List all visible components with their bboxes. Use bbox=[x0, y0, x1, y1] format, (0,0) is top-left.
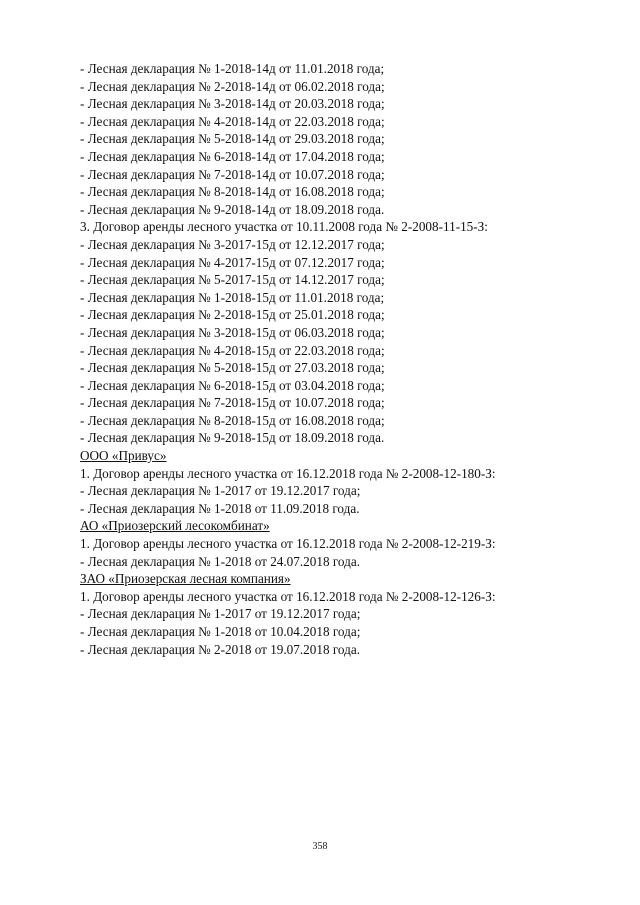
lease-agreement-line: 3. Договор аренды лесного участка от 10.11.2008 года № 2-2008-11-15-З: bbox=[80, 219, 488, 235]
company-heading: АО «Приозерский лесокомбинат» bbox=[80, 518, 270, 534]
declaration-line: - Лесная декларация № 1-2018 от 11.09.2018 года. bbox=[80, 500, 360, 516]
declaration-line: - Лесная декларация № 5-2017-15д от 14.12.2017 года; bbox=[80, 272, 385, 288]
company-heading: ЗАО «Приозерская лесная компания» bbox=[80, 571, 291, 587]
declaration-line: - Лесная декларация № 1-2017 от 19.12.2017 года; bbox=[80, 606, 361, 622]
declaration-line: - Лесная декларация № 4-2018-15д от 22.03.2018 года; bbox=[80, 342, 385, 358]
declaration-line: - Лесная декларация № 5-2018-15д от 27.03.2018 года; bbox=[80, 360, 385, 376]
declaration-line: - Лесная декларация № 9-2018-15д от 18.09.2018 года. bbox=[80, 430, 385, 446]
declaration-line: - Лесная декларация № 8-2018-14д от 16.08.2018 года; bbox=[80, 184, 385, 200]
declaration-line: - Лесная декларация № 1-2017 от 19.12.2017 года; bbox=[80, 483, 361, 499]
declaration-line: - Лесная декларация № 6-2018-15д от 03.04.2018 года; bbox=[80, 377, 385, 393]
declaration-line: - Лесная декларация № 2-2018-14д от 06.02.2018 года; bbox=[80, 78, 385, 94]
document-body bbox=[80, 60, 580, 658]
company-heading: ООО «Привус» bbox=[80, 448, 167, 464]
declaration-line: - Лесная декларация № 1-2018 от 10.04.2018 года; bbox=[80, 624, 361, 639]
declaration-line: - Лесная декларация № 1-2018 от 24.07.2018 года. bbox=[80, 553, 360, 569]
lease-agreement-line: 1. Договор аренды лесного участка от 16.12.2018 года № 2-2008-12-180-З: bbox=[80, 465, 496, 481]
page-number: 358 bbox=[312, 841, 328, 852]
declaration-line: - Лесная декларация № 4-2017-15д от 07.12.2017 года; bbox=[80, 254, 385, 270]
declaration-line: - Лесная декларация № 3-2018-15д от 06.03.2018 года; bbox=[80, 324, 385, 340]
declaration-line: - Лесная декларация № 6-2018-14д от 17.04.2018 года; bbox=[80, 148, 385, 164]
declaration-line: - Лесная декларация № 7-2018-15д от 10.07.2018 года; bbox=[80, 395, 385, 411]
declaration-line: - Лесная декларация № 4-2018-14д от 22.03.2018 года; bbox=[80, 113, 385, 129]
declaration-line: - Лесная декларация № 1-2018-14д от 11.01.2018 года; bbox=[80, 61, 385, 76]
declaration-line: - Лесная декларация № 5-2018-14д от 29.03.2018 года; bbox=[80, 131, 385, 147]
declaration-line: - Лесная декларация № 2-2018-15д от 25.01.2018 года; bbox=[80, 307, 385, 323]
lease-agreement-line: 1. Договор аренды лесного участка от 16.12.2018 года № 2-2008-12-126-З: bbox=[80, 588, 496, 604]
declaration-line: - Лесная декларация № 8-2018-15д от 16.08.2018 года; bbox=[80, 412, 385, 428]
declaration-line: - Лесная декларация № 2-2018 от 19.07.2018 года. bbox=[80, 641, 360, 657]
declaration-line: - Лесная декларация № 7-2018-14д от 10.07.2018 года; bbox=[80, 166, 385, 182]
declaration-line: - Лесная декларация № 9-2018-14д от 18.09.2018 года. bbox=[80, 201, 385, 217]
lease-agreement-line: 1. Договор аренды лесного участка от 16.12.2018 года № 2-2008-12-219-З: bbox=[80, 536, 496, 552]
declaration-line: - Лесная декларация № 3-2017-15д от 12.12.2017 года; bbox=[80, 236, 385, 252]
declaration-line: - Лесная декларация № 1-2018-15д от 11.01.2018 года; bbox=[80, 289, 385, 305]
declaration-line: - Лесная декларация № 3-2018-14д от 20.03.2018 года; bbox=[80, 96, 385, 112]
